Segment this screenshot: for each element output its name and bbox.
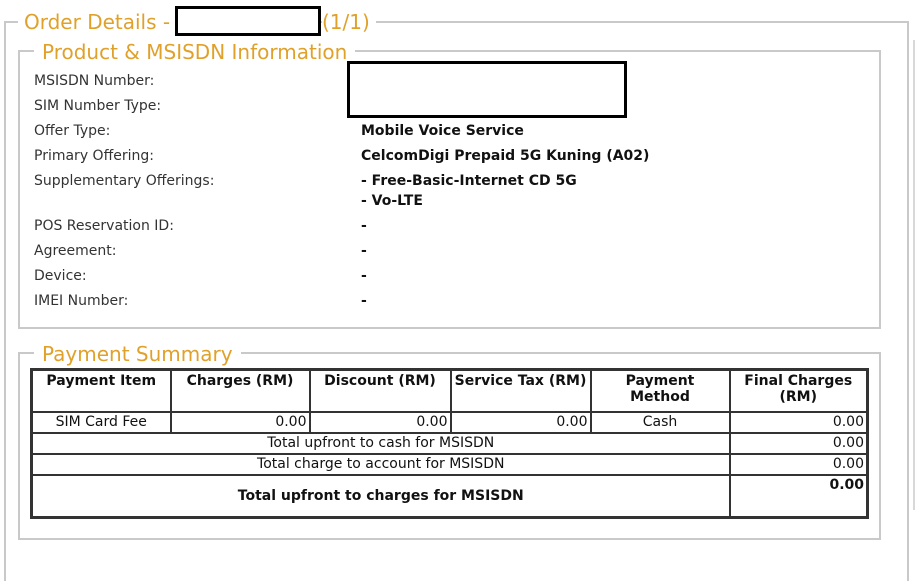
pos-reservation-label: POS Reservation ID:	[34, 218, 174, 234]
final-charges-cell: 0.00	[730, 412, 868, 433]
total-row-charges	[32, 475, 868, 518]
agreement-value: -	[361, 243, 367, 259]
total-row-cash	[32, 433, 868, 454]
primary-offering-label: Primary Offering:	[34, 148, 154, 164]
order-details-title-text: Order Details -	[24, 10, 171, 34]
table-row	[32, 412, 868, 433]
supplementary-offering-2: - Vo-LTE	[361, 193, 423, 209]
discount-cell: 0.00	[310, 412, 451, 433]
redacted-msisdn	[347, 61, 627, 118]
imei-value: -	[361, 293, 367, 309]
total-account-value: 0.00	[730, 454, 868, 475]
payment-item-cell: SIM Card Fee	[32, 412, 171, 433]
total-account-label: Total charge to account for MSISDN	[32, 454, 730, 475]
header-charges: Charges (RM)	[171, 370, 310, 413]
header-payment-method: Payment Method	[591, 370, 730, 413]
header-service-tax: Service Tax (RM)	[451, 370, 591, 413]
supplementary-offerings-label: Supplementary Offerings:	[34, 173, 215, 189]
agreement-label: Agreement:	[34, 243, 117, 259]
total-cash-value: 0.00	[730, 433, 868, 454]
device-value: -	[361, 268, 367, 284]
payment-table	[30, 368, 869, 519]
header-final-charges: Final Charges (RM)	[730, 370, 868, 413]
payment-summary-title: Payment Summary	[34, 344, 241, 364]
order-details-title	[18, 12, 176, 32]
sim-number-type-label: SIM Number Type:	[34, 98, 162, 114]
pos-reservation-value: -	[361, 218, 367, 234]
device-label: Device:	[34, 268, 87, 284]
charges-cell: 0.00	[171, 412, 310, 433]
service-tax-cell: 0.00	[451, 412, 591, 433]
offer-type-value: Mobile Voice Service	[361, 123, 524, 139]
imei-label: IMEI Number:	[34, 293, 129, 309]
header-payment-item: Payment Item	[32, 370, 171, 413]
total-charges-value: 0.00	[730, 475, 868, 518]
supplementary-offering-1: - Free-Basic-Internet CD 5G	[361, 173, 577, 189]
total-charges-label: Total upfront to charges for MSISDN	[32, 475, 730, 518]
product-info-title: Product & MSISDN Information	[34, 42, 355, 62]
total-cash-label: Total upfront to cash for MSISDN	[32, 433, 730, 454]
msisdn-label: MSISDN Number:	[34, 73, 155, 89]
order-page-indicator: (1/1)	[322, 12, 376, 32]
payment-method-cell: Cash	[591, 412, 730, 433]
redacted-order-id	[175, 6, 321, 36]
payment-table-header	[32, 370, 868, 413]
primary-offering-value: CelcomDigi Prepaid 5G Kuning (A02)	[361, 148, 650, 164]
header-discount: Discount (RM)	[310, 370, 451, 413]
offer-type-label: Offer Type:	[34, 123, 111, 139]
total-row-account	[32, 454, 868, 475]
